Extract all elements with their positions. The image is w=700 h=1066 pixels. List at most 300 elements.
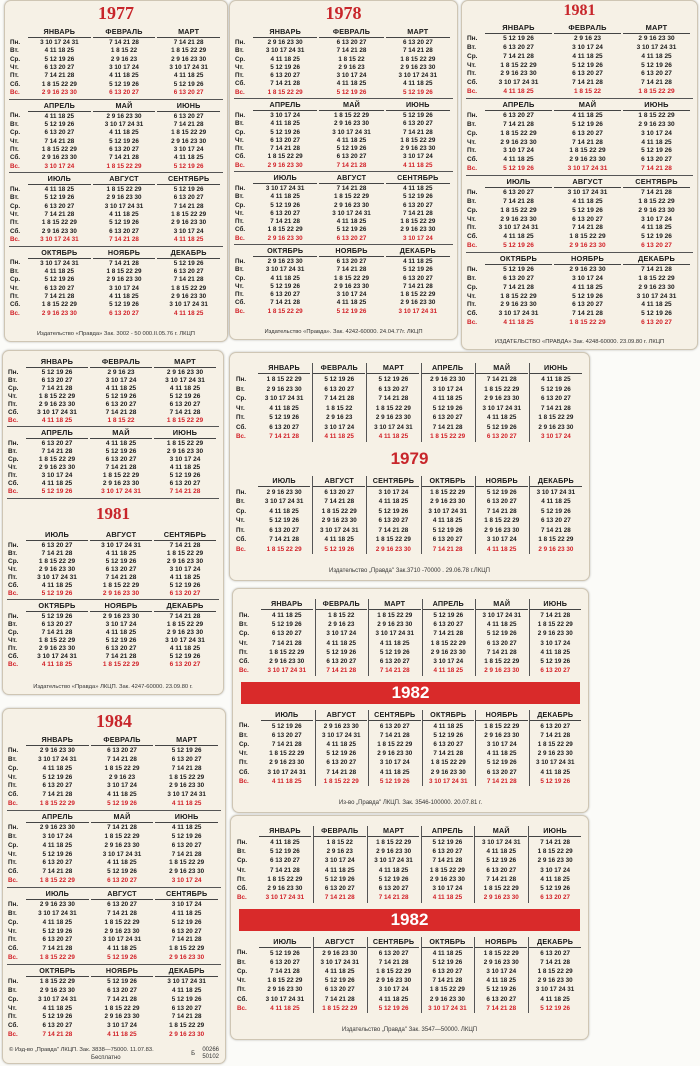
week-row: 3 10 17 24 [540, 639, 571, 647]
week-row: 1 8 15 22 29 [483, 885, 519, 893]
week-row: 6 13 20 27 [269, 423, 299, 431]
week-row: 6 13 20 27 [41, 620, 73, 628]
weekday-labels [10, 27, 20, 98]
week-row: 5 12 19 26 [402, 88, 433, 96]
week-row: 7 14 21 28 [433, 750, 464, 758]
weekday-label: Пн. [8, 541, 19, 549]
week-row: 1 8 15 22 29 [39, 954, 75, 962]
week-row: 1 8 15 22 29 [322, 1004, 358, 1012]
week-row: 1 8 15 22 29 [500, 129, 537, 137]
week-row: 4 11 18 25 [326, 740, 356, 748]
week-row: 3 10 17 24 31 [319, 526, 359, 534]
week-row: 7 14 21 28 [540, 839, 570, 846]
week-row: 3 10 17 24 31 [267, 667, 307, 675]
week-row: 4 11 18 25 [109, 211, 139, 219]
weekday-label: Вс. [10, 162, 20, 170]
month-block [157, 27, 220, 98]
week-row: 5 12 19 26 [41, 369, 73, 376]
week-row: 2 9 16 23 30 [483, 958, 519, 966]
week-row: 4 11 18 25 [403, 80, 433, 88]
week-row: 5 12 19 26 [109, 137, 139, 145]
week-row: 1 8 15 22 29 [269, 750, 305, 758]
month-name: МАЙ [554, 100, 621, 111]
week-row: 5 12 19 26 [44, 120, 75, 128]
month-name: ФЕВРАЛЬ [554, 23, 621, 34]
weekday-labels [467, 177, 477, 251]
month-name: ДЕКАБРЬ [529, 937, 581, 948]
week-row: 3 10 17 24 31 [375, 630, 415, 638]
weekday-label: Вс. [236, 433, 246, 440]
week-row: 1 8 15 22 29 [375, 536, 411, 543]
week-row: 6 13 20 27 [41, 541, 73, 549]
month-block [253, 100, 317, 170]
week-row: 1 8 15 22 [328, 612, 355, 619]
week-row: 2 9 16 23 30 [323, 722, 359, 730]
week-row: 6 13 20 27 [641, 70, 672, 78]
week-row: 3 10 17 24 31 [498, 79, 539, 87]
weekday-label: Вт. [10, 194, 19, 202]
week-row: 6 13 20 27 [270, 209, 301, 217]
week-row: 7 14 21 28 [540, 958, 570, 966]
week-row: 3 10 17 24 31 [536, 488, 576, 496]
weekday-label: Чт. [8, 464, 17, 472]
month-days [367, 487, 419, 555]
week-row: 7 14 21 28 [540, 612, 571, 619]
week-row: 2 9 16 23 30 [102, 612, 140, 620]
month-block [90, 601, 152, 669]
week-row: 1 8 15 22 29 [169, 945, 205, 953]
month-days [93, 259, 156, 319]
month-name: СЕНТЯБРЬ [367, 476, 419, 487]
week-row: 7 14 21 28 [503, 52, 534, 60]
divider [7, 810, 221, 811]
week-row: 4 11 18 25 [641, 138, 672, 146]
week-row: 7 14 21 28 [173, 276, 204, 284]
week-row: 1 8 15 22 29 [537, 848, 573, 856]
weekday-labels [236, 476, 246, 555]
week-row: 3 10 17 24 [378, 986, 409, 994]
week-row: 4 11 18 25 [107, 859, 137, 867]
month-name: МАРТ [367, 363, 419, 374]
week-row: 7 14 21 28 [173, 39, 204, 46]
week-row: 5 12 19 26 [336, 145, 367, 153]
month-block [154, 530, 216, 598]
week-row: 6 13 20 27 [270, 857, 300, 865]
week-row: 4 11 18 25 [403, 185, 433, 192]
month-block [319, 246, 383, 316]
week-row: 4 11 18 25 [109, 72, 139, 80]
weekday-labels [10, 101, 20, 172]
month-days [28, 112, 91, 172]
month-days [314, 837, 366, 903]
weekday-label: Пт. [8, 573, 18, 581]
week-row: 5 12 19 26 [378, 507, 409, 515]
weekday-label: Пт. [467, 147, 477, 155]
month-name: СЕНТЯБРЬ [623, 177, 690, 188]
weekday-label: Вс. [8, 877, 18, 885]
week-row: 5 12 19 26 [402, 112, 433, 119]
month-block [154, 428, 216, 496]
month-block [554, 254, 621, 328]
weekday-label: Сб. [10, 80, 21, 88]
week-row: 1 8 15 22 [110, 47, 138, 55]
week-row: 6 13 20 27 [173, 89, 204, 97]
weekday-label: Сб. [236, 536, 247, 543]
week-row: 3 10 17 24 [171, 901, 202, 908]
week-row: 2 9 16 23 30 [171, 219, 207, 227]
week-row: 4 11 18 25 [105, 549, 137, 557]
week-row: 6 13 20 27 [432, 967, 463, 975]
weekday-label: Ср. [8, 841, 19, 849]
weekday-label: Сб. [10, 227, 21, 235]
week-row: 2 9 16 23 30 [537, 750, 573, 758]
month-name: ИЮЛЬ [26, 530, 88, 541]
week-row: 1 8 15 22 29 [500, 292, 537, 300]
month-days [258, 487, 310, 555]
month-days [26, 541, 88, 598]
week-row: 2 9 16 23 30 [41, 154, 77, 162]
weekday-label: Ср. [10, 202, 21, 210]
week-row: 7 14 21 28 [486, 376, 517, 383]
month-days [157, 259, 220, 319]
weekday-labels [467, 23, 477, 97]
week-row: 2 9 16 23 30 [41, 89, 77, 97]
weekday-label: Ср. [235, 128, 246, 136]
year-banner: 1982 [239, 909, 580, 931]
week-row: 7 14 21 28 [105, 464, 137, 472]
week-row: 2 9 16 23 30 [171, 55, 207, 63]
weekday-label: Сб. [467, 79, 478, 87]
month-block [312, 476, 365, 555]
weekday-label: Сб. [235, 299, 246, 307]
week-row: 5 12 19 26 [173, 259, 204, 267]
week-row: 1 8 15 22 29 [400, 291, 436, 299]
week-row: 4 11 18 25 [541, 376, 571, 383]
week-row: 2 9 16 23 30 [429, 995, 465, 1003]
week-row: 4 11 18 25 [540, 648, 570, 656]
weekday-label: Ср. [10, 276, 21, 284]
month-days [485, 188, 552, 251]
month-days [485, 34, 552, 97]
week-row: 4 11 18 25 [540, 875, 570, 883]
month-block [154, 601, 216, 669]
week-row: 4 11 18 25 [572, 52, 603, 60]
week-row: 4 11 18 25 [41, 581, 73, 589]
weekday-labels [239, 710, 249, 787]
week-row: 7 14 21 28 [503, 120, 534, 128]
week-row: 2 9 16 23 30 [569, 156, 606, 164]
month-days [422, 948, 474, 1014]
week-row: 7 14 21 28 [109, 236, 139, 244]
month-days [367, 374, 419, 442]
week-row: 2 9 16 23 [338, 63, 365, 71]
week-row: 7 14 21 28 [44, 292, 75, 300]
month-block [91, 812, 154, 886]
week-row: 3 10 17 24 [540, 866, 570, 874]
week-row: 2 9 16 23 30 [430, 768, 466, 776]
divider [234, 98, 453, 99]
month-name: ИЮНЬ [530, 363, 582, 374]
week-row: 3 10 17 24 31 [264, 395, 304, 402]
month-days [26, 977, 89, 1040]
weekday-label: Вт. [8, 986, 17, 994]
year-title: 1979 [390, 448, 429, 468]
week-row: 2 9 16 23 30 [569, 242, 606, 250]
week-row: 7 14 21 28 [270, 80, 301, 88]
week-row: 3 10 17 24 31 [165, 636, 205, 644]
weekday-label: Пн. [236, 488, 247, 496]
week-row: 6 13 20 27 [41, 377, 73, 385]
week-row: 4 11 18 25 [325, 866, 355, 874]
weekday-label: Вт. [467, 197, 477, 205]
week-row: 6 13 20 27 [486, 768, 517, 776]
weekday-label: Сб. [8, 409, 19, 417]
week-row: 5 12 19 26 [432, 404, 463, 412]
week-row: 5 12 19 26 [378, 1004, 409, 1012]
weekday-labels [10, 248, 20, 319]
month-block [26, 428, 88, 496]
week-row: 3 10 17 24 31 [104, 120, 144, 128]
month-days [386, 38, 450, 97]
week-row: 2 9 16 23 30 [500, 301, 537, 309]
week-row: 4 11 18 25 [269, 404, 299, 412]
month-name: ИЮЛЬ [253, 173, 317, 184]
week-row: 3 10 17 24 31 [398, 307, 438, 315]
week-row: 3 10 17 24 [379, 759, 410, 767]
weekday-label: Вт. [239, 731, 248, 739]
week-row: 1 8 15 22 29 [267, 153, 303, 161]
imprint-text: Издательство «Правда» Зак. 3002 - 50 000.II.05.76 г. ЛКЦП [37, 331, 195, 337]
week-row: 1 8 15 22 29 [38, 636, 76, 644]
week-row: 6 13 20 27 [173, 267, 204, 275]
week-row: 1 8 15 22 29 [430, 759, 466, 767]
weekday-label: Пн. [235, 185, 246, 193]
week-row: 4 11 18 25 [380, 639, 410, 647]
week-row: 2 9 16 23 30 [538, 423, 574, 431]
week-row: 6 13 20 27 [402, 120, 433, 128]
weekday-label: Ср. [467, 129, 478, 137]
week-row: 1 8 15 22 29 [269, 648, 305, 656]
month-name: МАРТ [154, 357, 216, 368]
week-row: 4 11 18 25 [378, 433, 409, 440]
week-row: 5 12 19 26 [41, 589, 73, 597]
calendar-card-1981-b [2, 350, 224, 695]
week-row: 5 12 19 26 [270, 201, 301, 209]
month-days [476, 487, 528, 555]
week-row: 2 9 16 23 30 [169, 868, 205, 876]
month-name: АВГУСТ [90, 530, 152, 541]
week-row: 7 14 21 28 [402, 282, 433, 290]
weekday-label: Вт. [10, 47, 19, 55]
month-name: СЕНТЯБРЬ [368, 937, 420, 948]
week-row: 2 9 16 23 30 [166, 369, 204, 376]
week-row: 3 10 17 24 31 [482, 612, 522, 619]
week-row: 7 14 21 28 [269, 536, 299, 543]
week-row: 4 11 18 25 [107, 1031, 137, 1039]
week-row: 7 14 21 28 [270, 218, 301, 226]
week-row: 6 13 20 27 [402, 39, 433, 46]
month-block [367, 826, 420, 903]
month-name: АВГУСТ [91, 889, 154, 900]
week-row: 7 14 21 28 [270, 967, 300, 975]
weekday-labels [8, 966, 18, 1040]
month-days [369, 610, 421, 676]
week-row: 3 10 17 24 31 [320, 958, 359, 966]
week-row: 3 10 17 24 31 [498, 224, 539, 232]
week-row: 7 14 21 28 [44, 72, 75, 80]
weekday-labels [8, 812, 18, 886]
week-row: 4 11 18 25 [433, 667, 463, 675]
week-row: 1 8 15 22 29 [483, 949, 519, 957]
week-row: 5 12 19 26 [169, 472, 201, 480]
week-row: 3 10 17 24 31 [40, 259, 79, 267]
week-row: 4 11 18 25 [324, 433, 354, 440]
week-row: 4 11 18 25 [378, 866, 409, 874]
week-row: 3 10 17 24 [44, 162, 75, 170]
weekday-label: Сб. [8, 1022, 19, 1030]
week-row: 6 13 20 27 [402, 274, 433, 282]
week-row: 6 13 20 27 [336, 153, 367, 161]
weekday-label: Вт. [10, 120, 19, 128]
week-row: 5 12 19 26 [171, 747, 202, 754]
weekday-label: Пт. [235, 145, 244, 153]
month-days [253, 111, 317, 170]
week-row: 6 13 20 27 [44, 284, 75, 292]
month-block [554, 100, 621, 174]
month-name: ОКТЯБРЬ [26, 601, 88, 612]
month-name: ДЕКАБРЬ [530, 710, 582, 721]
week-row: 1 8 15 22 29 [430, 488, 466, 496]
week-row: 5 12 19 26 [336, 88, 367, 96]
month-days [259, 948, 311, 1014]
weekday-label: Вс. [467, 165, 478, 173]
weekday-label: Чт. [8, 773, 17, 781]
month-name: ЯНВАРЬ [253, 27, 317, 38]
week-row: 2 9 16 23 30 [267, 885, 303, 893]
weekday-label: Пт. [239, 759, 248, 767]
week-row: 5 12 19 26 [109, 219, 139, 227]
month-days [530, 610, 582, 676]
month-name: ОКТЯБРЬ [26, 966, 89, 977]
weekday-label: Ср. [8, 456, 19, 464]
week-row: 7 14 21 28 [105, 573, 137, 581]
week-row: 1 8 15 22 29 [104, 832, 140, 840]
month-name: АВГУСТ [319, 173, 383, 184]
month-block [26, 357, 88, 425]
week-row: 5 12 19 26 [42, 1013, 73, 1021]
weekday-label: Ср. [10, 129, 21, 137]
month-block [26, 530, 88, 598]
week-row: 4 11 18 25 [44, 267, 75, 275]
week-row: 3 10 17 24 31 [481, 839, 521, 846]
divider [234, 171, 453, 172]
week-row: 5 12 19 26 [378, 875, 409, 883]
week-row: 4 11 18 25 [403, 258, 433, 265]
weekday-label: Чт. [235, 282, 244, 290]
week-row: 6 13 20 27 [572, 301, 603, 309]
week-row: 5 12 19 26 [270, 848, 300, 856]
week-row: 6 13 20 27 [432, 414, 463, 421]
week-row: 2 9 16 23 30 [376, 977, 412, 985]
month-days [529, 948, 581, 1014]
month-name: ИЮНЬ [155, 812, 218, 823]
month-days [368, 948, 420, 1014]
month-block [368, 710, 421, 787]
divider [9, 99, 223, 100]
month-block [529, 710, 582, 787]
week-row: 4 11 18 25 [336, 80, 367, 88]
week-row: 2 9 16 23 30 [38, 644, 76, 652]
week-row: 3 10 17 24 31 [38, 995, 77, 1003]
month-block [253, 27, 317, 97]
week-row: 7 14 21 28 [173, 120, 204, 128]
week-row: 3 10 17 24 [169, 456, 201, 464]
week-row: 4 11 18 25 [487, 750, 517, 758]
week-row: 5 12 19 26 [541, 507, 571, 515]
weekday-label: Вт. [236, 498, 245, 505]
week-row: 4 11 18 25 [272, 612, 302, 619]
week-row: 1 8 15 22 29 [267, 307, 303, 315]
week-row: 2 9 16 23 30 [500, 70, 537, 78]
week-row: 4 11 18 25 [541, 498, 571, 505]
month-block [623, 100, 690, 174]
week-row: 1 8 15 22 29 [41, 145, 77, 153]
week-row: 6 13 20 27 [270, 72, 301, 80]
week-row: 7 14 21 28 [105, 652, 137, 660]
week-row: 5 12 19 26 [105, 636, 137, 644]
weekday-label: Пн. [8, 823, 19, 831]
week-row: 5 12 19 26 [503, 242, 534, 250]
week-row: 2 9 16 23 30 [375, 545, 411, 553]
week-row: 1 8 15 22 29 [569, 233, 606, 241]
week-row: 1 8 15 22 29 [166, 549, 204, 557]
week-row: 2 9 16 23 30 [266, 385, 302, 393]
week-row: 5 12 19 26 [572, 292, 603, 300]
month-block [91, 735, 154, 809]
weekday-label: Ср. [8, 557, 19, 565]
week-row: 6 13 20 27 [541, 395, 571, 402]
weekday-labels [237, 937, 247, 1014]
month-days [554, 34, 621, 97]
month-name: МАЙ [476, 363, 528, 374]
month-name: ОКТЯБРЬ [423, 710, 475, 721]
weekday-label: Чт. [467, 215, 476, 223]
week-row: 4 11 18 25 [173, 72, 204, 80]
month-block [528, 826, 581, 903]
week-row: 7 14 21 28 [486, 648, 517, 656]
month-days [529, 837, 581, 903]
month-block [253, 173, 317, 243]
month-days [476, 610, 528, 676]
week-row: 2 9 16 23 30 [333, 201, 369, 209]
week-row: 4 11 18 25 [326, 639, 356, 647]
weekday-label: Вс. [8, 954, 18, 962]
week-row: 1 8 15 22 29 [267, 226, 303, 234]
week-row: 3 10 17 24 [105, 620, 137, 628]
week-row: 4 11 18 25 [44, 47, 75, 55]
month-days [93, 185, 156, 245]
week-row: 2 9 16 23 30 [38, 401, 76, 409]
week-row: 2 9 16 23 30 [333, 282, 369, 290]
week-row: 3 10 17 24 31 [398, 72, 438, 80]
month-name: МАРТ [368, 826, 420, 837]
week-row: 4 11 18 25 [432, 894, 463, 902]
month-days [26, 612, 88, 669]
weekday-label: Сб. [467, 233, 478, 241]
week-row: 5 12 19 26 [270, 282, 301, 290]
week-row: 2 9 16 23 30 [430, 648, 466, 656]
week-row: 1 8 15 22 29 [538, 414, 574, 421]
